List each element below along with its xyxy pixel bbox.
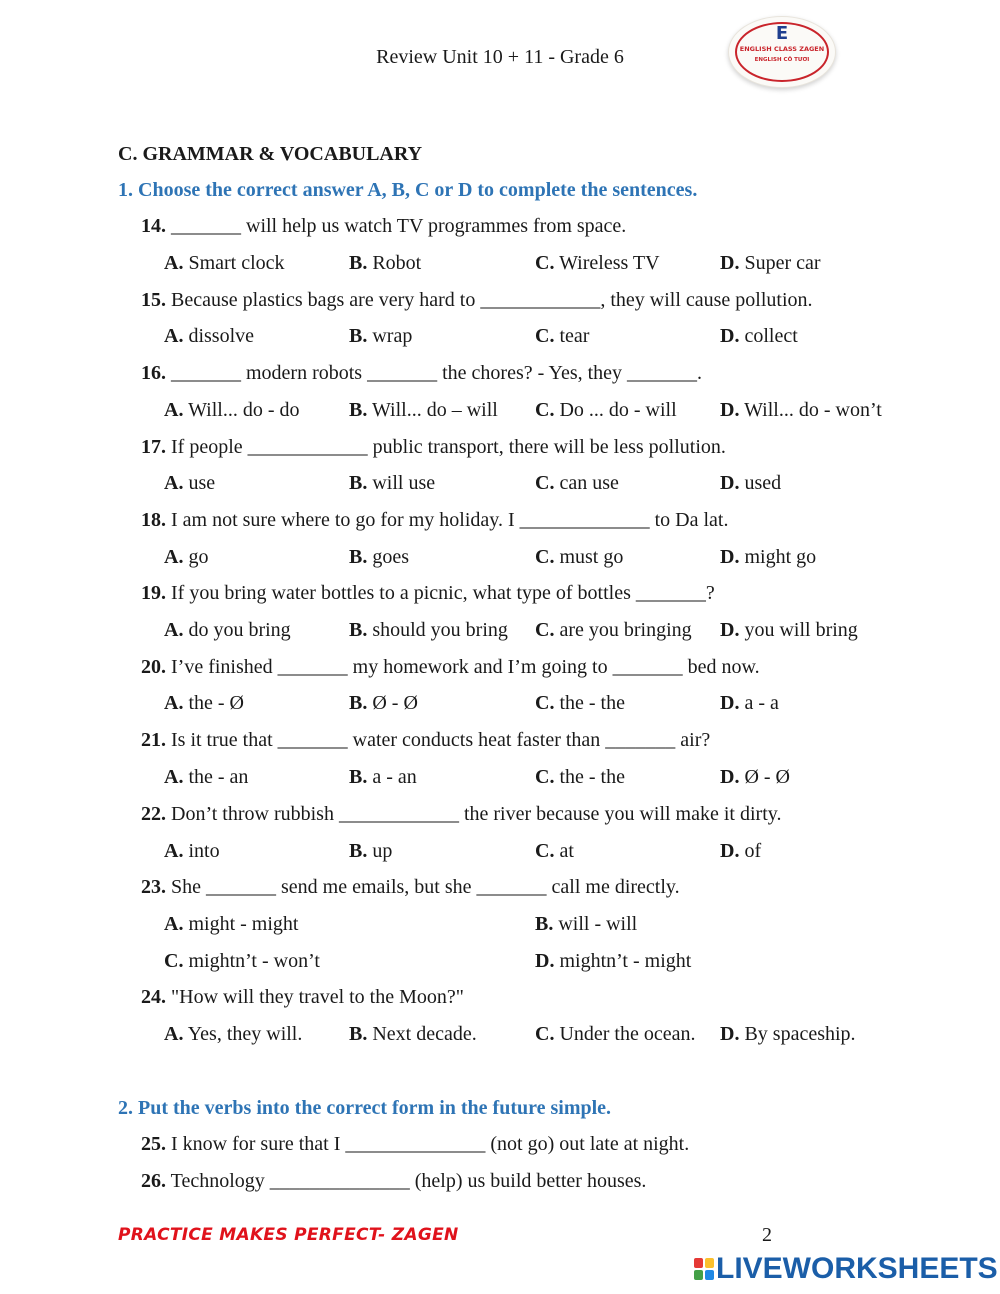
question-15 <box>141 289 813 312</box>
question-17 <box>141 436 726 459</box>
question-number: 15. <box>141 289 166 311</box>
question-text: _______ will help us watch TV programmes from space. <box>171 215 627 237</box>
option-21-a[interactable]: A. the - an <box>164 766 249 788</box>
page-header-title: Review Unit 10 + 11 - Grade 6 <box>376 46 624 68</box>
question-number: 19. <box>141 582 166 604</box>
option-23-a[interactable]: A. might - might <box>164 913 299 935</box>
option-16-b[interactable]: B. Will... do – will <box>349 399 498 421</box>
question-text: I know for sure that I ______________ (not go) out late at night. <box>171 1133 690 1155</box>
question-25[interactable] <box>141 1133 689 1156</box>
option-19-d[interactable]: D. you will bring <box>720 619 858 641</box>
option-18-b[interactable]: B. goes <box>349 546 410 568</box>
option-15-a[interactable]: A. dissolve <box>164 325 255 347</box>
question-number: 16. <box>141 362 166 384</box>
question-20 <box>141 656 760 679</box>
question-text: "How will they travel to the Moon?" <box>171 986 464 1008</box>
question-26[interactable] <box>141 1170 646 1193</box>
part1-instruction: 1. Choose the correct answer A, B, C or D to complete the sentences. <box>118 179 698 201</box>
option-22-c[interactable]: C. at <box>535 840 574 862</box>
option-16-d[interactable]: D. Will... do - won’t <box>720 399 882 421</box>
liveworksheets-logo-icon <box>694 1258 714 1280</box>
option-18-d[interactable]: D. might go <box>720 546 817 568</box>
option-23-c[interactable]: C. mightn’t - won’t <box>164 950 320 972</box>
option-17-a[interactable]: A. use <box>164 472 216 494</box>
footer-slogan: PRACTICE MAKES PERFECT- ZAGEN <box>118 1225 459 1245</box>
option-23-b[interactable]: B. will - will <box>535 913 638 935</box>
question-22 <box>141 803 781 826</box>
option-23-d[interactable]: D. mightn’t - might <box>535 950 692 972</box>
question-text: I’ve finished _______ my homework and I’m going to _______ bed now. <box>171 656 760 678</box>
option-18-c[interactable]: C. must go <box>535 546 624 568</box>
part2-instruction: 2. Put the verbs into the correct form in the future simple. <box>118 1097 612 1119</box>
question-text: _______ modern robots _______ the chores? - Yes, they _______. <box>171 362 703 384</box>
logo-letter: E <box>775 23 789 44</box>
question-19 <box>141 582 715 605</box>
option-24-c[interactable]: C. Under the ocean. <box>535 1023 696 1045</box>
question-text: Because plastics bags are very hard to ____________, they will cause pollution. <box>171 289 813 311</box>
question-18 <box>141 509 728 532</box>
option-20-a[interactable]: A. the - Ø <box>164 692 244 714</box>
question-text: Don’t throw rubbish ____________ the river because you will make it dirty. <box>171 803 782 825</box>
option-14-d[interactable]: D. Super car <box>720 252 821 274</box>
option-22-d[interactable]: D. of <box>720 840 762 862</box>
question-number: 25. <box>141 1133 166 1155</box>
option-17-c[interactable]: C. can use <box>535 472 619 494</box>
question-number: 22. <box>141 803 166 825</box>
section-title: C. GRAMMAR & VOCABULARY <box>118 143 423 165</box>
option-21-d[interactable]: D. Ø - Ø <box>720 766 790 788</box>
question-14 <box>141 215 626 238</box>
option-24-d[interactable]: D. By spaceship. <box>720 1023 856 1045</box>
question-16 <box>141 362 702 385</box>
question-number: 23. <box>141 876 166 898</box>
option-22-b[interactable]: B. up <box>349 840 393 862</box>
option-21-b[interactable]: B. a - an <box>349 766 417 788</box>
question-text: Is it true that _______ water conducts heat faster than _______ air? <box>171 729 711 751</box>
option-20-b[interactable]: B. Ø - Ø <box>349 692 418 714</box>
logo-text-line1: ENGLISH CLASS ZAGEN <box>739 45 825 53</box>
question-text: If people ____________ public transport, there will be less pollution. <box>171 436 726 458</box>
question-text: Technology ______________ (help) us build better houses. <box>170 1170 647 1192</box>
option-14-c[interactable]: C. Wireless TV <box>535 252 660 274</box>
question-text: She _______ send me emails, but she _______ call me directly. <box>171 876 680 898</box>
option-15-d[interactable]: D. collect <box>720 325 798 347</box>
option-14-a[interactable]: A. Smart clock <box>164 252 285 274</box>
option-21-c[interactable]: C. the - the <box>535 766 625 788</box>
question-text: If you bring water bottles to a picnic, what type of bottles _______? <box>171 582 715 604</box>
option-16-c[interactable]: C. Do ... do - will <box>535 399 677 421</box>
question-number: 26. <box>141 1170 166 1192</box>
question-23 <box>141 876 680 899</box>
option-19-c[interactable]: C. are you bringing <box>535 619 692 641</box>
question-24 <box>141 986 464 1009</box>
logo-text-line2: ENGLISH CÔ TƯƠI <box>754 57 810 63</box>
question-number: 24. <box>141 986 166 1008</box>
option-19-a[interactable]: A. do you bring <box>164 619 291 641</box>
question-text: I am not sure where to go for my holiday. I _____________ to Da lat. <box>171 509 729 531</box>
option-19-b[interactable]: B. should you bring <box>349 619 508 641</box>
question-number: 18. <box>141 509 166 531</box>
question-21 <box>141 729 710 752</box>
option-24-a[interactable]: A. Yes, they will. <box>164 1023 303 1045</box>
liveworksheets-wordmark: LIVEWORKSHEETS <box>716 1252 998 1285</box>
option-16-a[interactable]: A. Will... do - do <box>164 399 300 421</box>
option-17-d[interactable]: D. used <box>720 472 782 494</box>
page-number: 2 <box>762 1224 772 1246</box>
option-14-b[interactable]: B. Robot <box>349 252 422 274</box>
option-24-b[interactable]: B. Next decade. <box>349 1023 477 1045</box>
question-number: 20. <box>141 656 166 678</box>
option-20-d[interactable]: D. a - a <box>720 692 779 714</box>
option-22-a[interactable]: A. into <box>164 840 220 862</box>
option-15-b[interactable]: B. wrap <box>349 325 413 347</box>
question-number: 17. <box>141 436 166 458</box>
option-20-c[interactable]: C. the - the <box>535 692 625 714</box>
option-15-c[interactable]: C. tear <box>535 325 590 347</box>
question-number: 14. <box>141 215 166 237</box>
question-number: 21. <box>141 729 166 751</box>
option-18-a[interactable]: A. go <box>164 546 209 568</box>
logo <box>728 16 836 88</box>
option-17-b[interactable]: B. will use <box>349 472 436 494</box>
